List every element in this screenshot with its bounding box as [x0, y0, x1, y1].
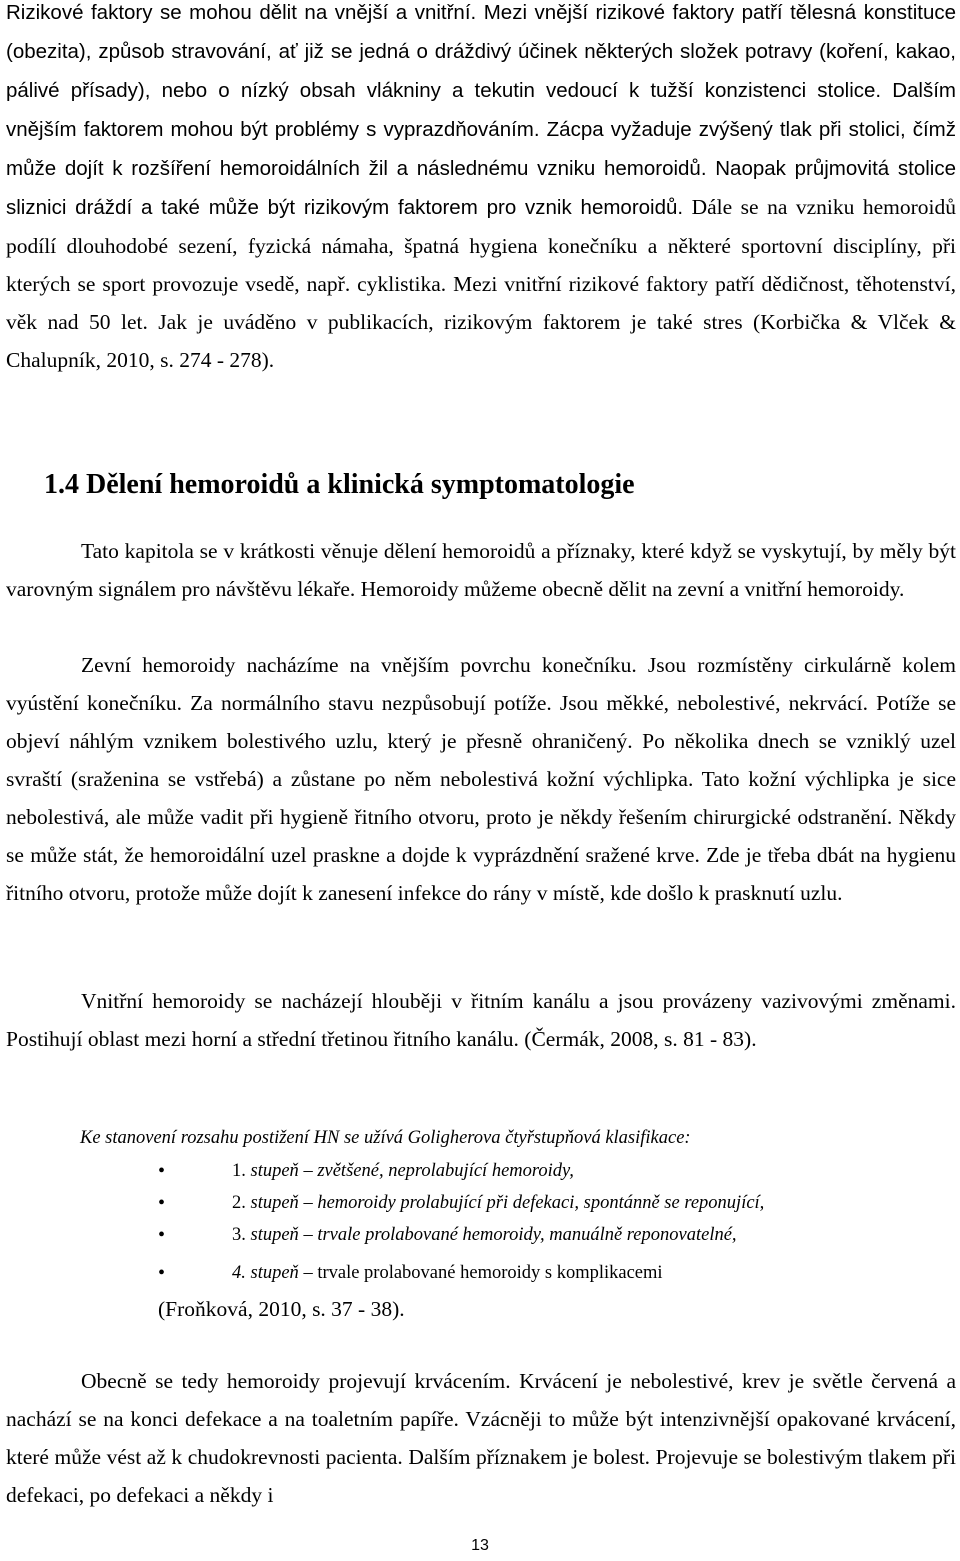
internal-hemorrhoids-paragraph: Vnitřní hemoroidy se nacházejí hlouběji v řitním kanálu a jsou provázeny vazivovými změnami. Postihují oblast mezi horní a střední třetinou řitního kanálu. (Čermák, 2008, s. 81 - 83).: [6, 989, 956, 1051]
grade-description: trvale prolabované hemoroidy, manuálně reponovatelné,: [317, 1225, 737, 1245]
grade-number: 3.: [232, 1225, 246, 1245]
page-number: 13: [471, 1537, 489, 1554]
section-heading: 1.4 Dělení hemoroidů a klinická symptomatologie: [44, 469, 635, 500]
bullet-icon: •: [158, 1224, 166, 1246]
grade-label: stupeň: [250, 1263, 299, 1283]
grade-label: stupeň: [250, 1225, 299, 1245]
grade-label: stupeň: [250, 1161, 299, 1181]
grade-number: 2.: [232, 1193, 246, 1213]
bullet-icon: •: [158, 1160, 166, 1182]
classification-intro: Ke stanovení rozsahu postižení HN se užívá Goligherova čtyřstupňová klasifikace:: [80, 1128, 691, 1148]
risk-factors-sans-text: Rizikové faktory se mohou dělit na vnější a vnitřní. Mezi vnější rizikové faktory patří tělesná konstituce (obezita), způsob stravování, ať již se jedná o dráždivý účinek některých složek potravy (koření, kakao, pálivé přísady), nebo o nízký obsah vlákniny a tekutin vedoucí k tužší konzistenci stolice. Dalším vnějším faktorem mohou být problémy s vyprazdňováním. Zácpa vyžaduje zvýšený tlak při stolici, čímž může dojít k rozšíření hemoroidálních žil a následnému vzniku hemoroidů. Naopak průjmovitá stolice sliznici dráždí a také může být rizikovým faktorem pro vznik hemoroidů.: [6, 1, 956, 219]
grade-description: trvale prolabované hemoroidy s komplikacemi: [317, 1263, 663, 1283]
classification-item-2: [0, 1187, 960, 1219]
grade-label: stupeň: [250, 1193, 299, 1213]
bullet-icon: •: [158, 1192, 166, 1214]
classification-item-3: [0, 1219, 960, 1251]
symptoms-paragraph: Obecně se tedy hemoroidy projevují krvácením. Krvácení je nebolestivé, krev je světle červená a nachází se na konci defekace a na toaletním papíře. Vzácněji to může být intenzivnější opakované krvácení, které může vést až k chudokrevnosti pacienta. Dalším příznakem je bolest. Projevuje se bolestivým tlakem při defekaci, po defekaci a někdy i: [6, 1369, 956, 1507]
classification-item-4: [0, 1257, 960, 1289]
grade-description: hemoroidy prolabující při defekaci, spontánně se reponující,: [317, 1193, 765, 1213]
grade-number: 4.: [232, 1263, 246, 1283]
grade-description: zvětšené, neprolabující hemoroidy,: [317, 1161, 574, 1181]
classification-item-1: [0, 1155, 960, 1187]
section-intro-paragraph: Tato kapitola se v krátkosti věnuje dělení hemoroidů a příznaky, které když se vyskytují, by měly být varovným signálem pro návštěvu lékaře. Hemoroidy můžeme obecně dělit na zevní a vnitřní hemoroidy.: [6, 539, 956, 601]
risk-factors-paragraph: [6, 0, 956, 379]
grade-dash: –: [303, 1263, 313, 1283]
external-hemorrhoids-paragraph: Zevní hemoroidy nacházíme na vnějším povrchu konečníku. Jsou rozmístěny cirkulárně kolem vyústění konečníku. Za normálního stavu nezpůsobují potíže. Jsou měkké, nebolestivé, nekrvácí. Potíže se objeví náhlým vznikem bolestivého uzlu, který je přesně ohraničený. Po několika dnech se vzniklý uzel svraští (sraženina se vstřebá) a zůstane po něm nebolestivá kožní výchlipka. Tato kožní výchlipka je sice nebolestivá, ale může vadit při hygieně řitního otvoru, proto je někdy řešením chirurgické odstranění. Někdy se může stát, že hemoroidální uzel praskne a dojde k vyprázdnění sražené krve. Zde je třeba dbát na hygienu řitního otvoru, protože může dojít k zanesení infekce do rány v místě, kde došlo k prasknutí uzlu.: [6, 653, 956, 905]
risk-factors-serif-text: Dále se na vzniku hemoroidů podílí dlouhodobé sezení, fyzická námaha, špatná hygiena konečníku a některé sportovní disciplíny, při kterých se sport provozuje vsedě, např. cyklistika. Mezi vnitřní rizikové faktory patří dědičnost, těhotenství, věk nad 50 let. Jak je uváděno v publikacích, rizikovým faktorem je také stres (Korbička & Vlček & Chalupník, 2010, s. 274 - 278).: [6, 195, 957, 372]
grade-dash: –: [303, 1225, 313, 1245]
grade-dash: –: [303, 1161, 313, 1181]
classification-list: [0, 1155, 960, 1289]
classification-citation: (Froňková, 2010, s. 37 - 38).: [158, 1297, 405, 1321]
bullet-icon: •: [158, 1262, 166, 1284]
grade-dash: –: [303, 1193, 313, 1213]
grade-number: 1.: [232, 1161, 246, 1181]
